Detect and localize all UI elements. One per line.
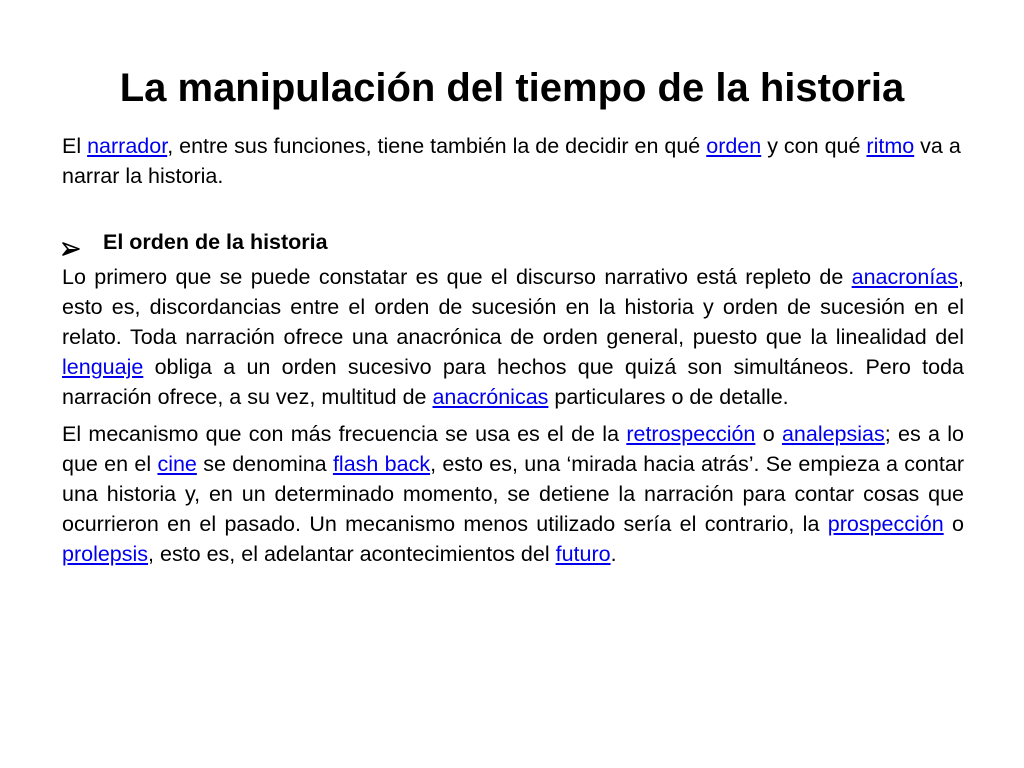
link-analepsias[interactable]: analepsias: [781, 422, 885, 447]
paragraph-order: [62, 263, 964, 412]
paragraph-text: se denomina: [196, 452, 333, 477]
paragraph-text: , esto es, discordancias entre el orden de sucesión en la historia y orden de sucesión en el relato. Toda narración ofrece una anacrónica de orden general, puesto que la linealidad del: [62, 265, 964, 349]
paragraph-text: o: [755, 422, 782, 447]
paragraph-text: ; es a lo que en el: [62, 422, 964, 477]
slide-content: [62, 132, 964, 569]
paragraph-text: o: [943, 511, 965, 536]
paragraph-mechanism: [62, 420, 964, 569]
link-narrador[interactable]: narrador: [87, 134, 168, 158]
link-retrospeccion[interactable]: retrospección: [626, 422, 756, 447]
intro-text: , entre sus funciones, tiene también la de decidir en qué: [167, 134, 707, 158]
paragraph-text: particulares o de detalle.: [548, 384, 789, 409]
link-flash-back[interactable]: flash back: [332, 452, 431, 477]
link-orden[interactable]: orden: [706, 134, 762, 158]
link-ritmo[interactable]: ritmo: [866, 134, 915, 158]
link-cine[interactable]: cine: [157, 452, 197, 477]
paragraph-text: Lo primero que se puede constatar es que el discurso narrativo está repleto de: [62, 265, 852, 290]
link-futuro[interactable]: futuro: [555, 541, 611, 566]
intro-text: El: [62, 134, 88, 158]
arrow-bullet-icon: [62, 235, 82, 249]
paragraph-text: obliga a un orden sucesivo para hechos que quizá son simultáneos. Pero toda narración ofrece, a su vez, multitud de: [62, 354, 964, 409]
paragraph-text: , esto es, una ‘mirada hacia atrás’. Se empieza a contar una historia y, en un determinado momento, se detiene la narración para contar cosas que ocurrieron en el pasado. Un mecanismo menos utilizado sería el contrario, la: [62, 452, 964, 536]
link-prolepsis[interactable]: prolepsis: [62, 541, 149, 566]
link-anacronias[interactable]: anacronías: [851, 265, 959, 290]
link-anacronicas[interactable]: anacrónicas: [432, 384, 549, 409]
intro-text: y con qué: [761, 134, 867, 158]
slide-title: La manipulación del tiempo de la historia: [119, 65, 905, 110]
paragraph-text: , esto es, el adelantar acontecimientos del: [148, 541, 556, 566]
link-lenguaje[interactable]: lenguaje: [62, 354, 144, 379]
bullet-heading: [62, 228, 964, 258]
intro-text: va a narrar la historia.: [62, 134, 961, 188]
link-prospeccion[interactable]: prospección: [827, 511, 944, 536]
intro-paragraph: [62, 132, 964, 192]
paragraph-text: .: [610, 541, 617, 566]
paragraph-text: El mecanismo que con más frecuencia se usa es el de la: [62, 422, 627, 447]
arrow-bullet-icon-svg: [62, 242, 82, 256]
bullet-heading-text: El orden de la historia: [103, 229, 328, 254]
